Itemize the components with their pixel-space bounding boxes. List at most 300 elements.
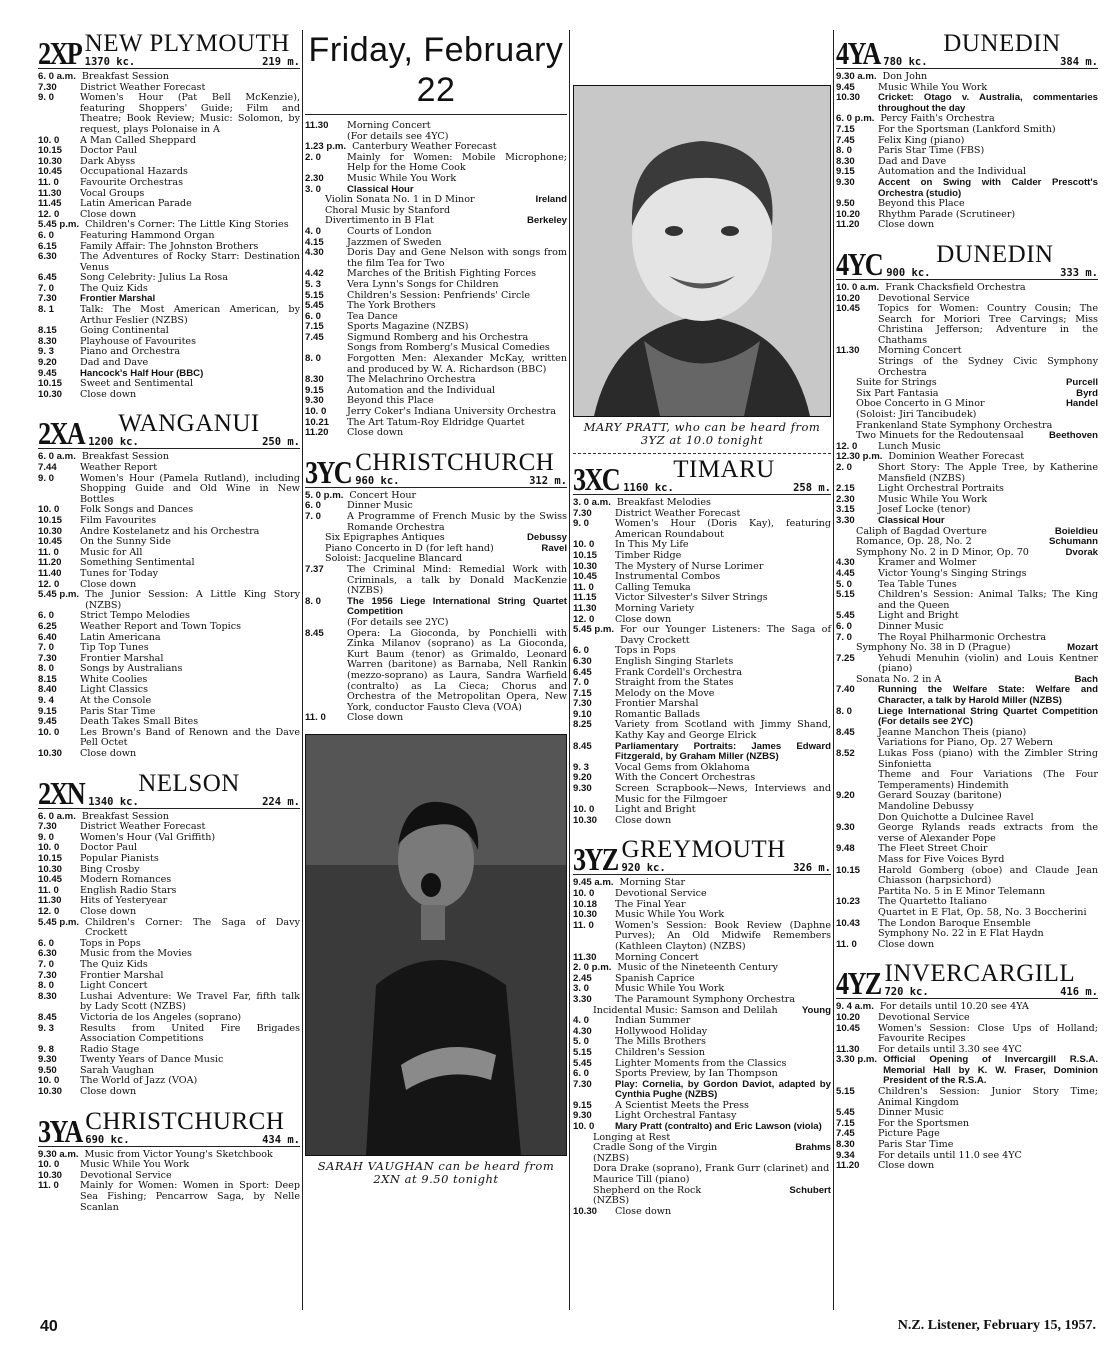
program-time: 10. 0 xyxy=(38,842,60,854)
program-list-4yc-mid xyxy=(836,442,1098,527)
wavelength: 250 m. xyxy=(262,436,300,449)
frequency: 1370 kc. xyxy=(84,56,136,68)
work-title: (NZBS) xyxy=(593,1195,630,1207)
program-title: Close down xyxy=(615,613,672,625)
program-entry xyxy=(305,153,567,174)
program-title: Devotional Service xyxy=(878,292,970,304)
program-title: Devotional Service xyxy=(615,888,707,899)
program-title: George Rylands reads extracts from the verse of Alexander Pope xyxy=(878,822,1098,844)
program-title: Beyond this Place xyxy=(347,395,434,407)
work-title: Suite for Strings xyxy=(856,377,937,389)
program-title: Dad and Dave xyxy=(80,357,149,369)
program-list-3yc-after xyxy=(305,565,567,724)
program-entry xyxy=(38,93,300,135)
program-title: Breakfast Session xyxy=(81,71,169,82)
program-time: 8. 0 xyxy=(305,353,322,365)
composer: Mozart xyxy=(1067,642,1098,654)
program-time: 5. 0 xyxy=(573,1036,590,1048)
program-entry xyxy=(38,72,300,83)
program-title: The Royal Philharmonic Orchestra xyxy=(878,631,1047,643)
program-entry xyxy=(836,178,1098,199)
program-time: 4. 0 xyxy=(573,1015,590,1027)
program-title: Jerry Coker's Indiana University Orchestra xyxy=(347,406,556,418)
program-title: For the Sportsman (Lankford Smith) xyxy=(878,123,1056,135)
program-time: 11.30 xyxy=(836,345,860,357)
program-time: 9.15 xyxy=(573,1099,592,1111)
program-time: 11.20 xyxy=(836,1160,860,1172)
frequency: 1340 kc. xyxy=(88,795,139,808)
program-title: Children's Session: Junior Story Time; Animal Kingdom xyxy=(878,1086,1098,1108)
program-time: 7.30 xyxy=(573,698,592,710)
program-entry xyxy=(305,354,567,375)
program-time: 7. 0 xyxy=(38,958,55,970)
program-time: 5. 0 xyxy=(836,578,853,590)
work-title: Cradle Song of the Virgin xyxy=(593,1142,718,1154)
program-entry xyxy=(38,178,300,189)
program-title: Mainly for Women: Mobile Microphone; Help for the Home Cook xyxy=(347,151,567,174)
program-entry xyxy=(573,995,831,1006)
program-time: 10.30 xyxy=(38,1086,63,1098)
program-list-3xc xyxy=(573,498,831,826)
program-title: Lushai Adventure: We Travel Far, fifth talk by Lady Scott (NZBS) xyxy=(80,990,300,1013)
program-time: 5.45 p.m. xyxy=(38,219,80,231)
program-entry xyxy=(573,816,831,827)
city-name: GREYMOUTH xyxy=(621,836,786,864)
program-time: 10. 0 xyxy=(38,726,60,738)
work-entry xyxy=(573,1006,831,1017)
program-time: 10.30 xyxy=(38,748,63,760)
program-title: The Mystery of Nurse Lorimer xyxy=(615,560,764,572)
program-title: Hancock's Half Hour (BBC) xyxy=(80,367,204,379)
wavelength: 258 m. xyxy=(793,482,831,494)
program-time: 6. 0 xyxy=(836,620,853,632)
work-title: Frankenland State Symphony Orchestra xyxy=(856,419,1053,431)
work-title: Longing at Rest xyxy=(593,1131,671,1143)
program-time: 10.43 xyxy=(836,917,861,929)
program-title: Music While You Work xyxy=(878,81,988,93)
program-title: Picture Page xyxy=(878,1128,940,1140)
program-entry xyxy=(38,643,300,654)
program-title: Instrumental Combos xyxy=(615,571,721,583)
program-title: The Quartetto Italiano xyxy=(878,896,987,908)
program-time: 9.30 a.m. xyxy=(38,1148,79,1160)
program-entry xyxy=(38,949,300,960)
page-number: 40 xyxy=(40,1318,58,1335)
work-title: (Soloist: Jiri Tancibudek) xyxy=(856,409,977,421)
program-time: 8.30 xyxy=(305,374,324,386)
program-title: Strings of the Sydney Civic Symphony Orchestra xyxy=(878,356,1098,378)
program-title: Folk Songs and Dances xyxy=(80,504,194,516)
program-time: 11.30 xyxy=(38,187,62,199)
program-time: 12.30 p.m. xyxy=(836,451,883,463)
program-time xyxy=(836,357,878,378)
program-title: Paris Star Time xyxy=(878,1139,954,1151)
program-title: Light Concert xyxy=(80,980,148,992)
column-1 xyxy=(38,30,300,1213)
composer: Byrd xyxy=(1076,387,1098,399)
program-time: 6. 0 xyxy=(38,610,55,622)
program-title: Automation and the Individual xyxy=(347,384,496,396)
program-list-3yz-after xyxy=(573,1016,831,1133)
program-time: 12. 0 xyxy=(38,208,60,220)
program-title: Kramer and Wolmer xyxy=(878,557,977,569)
program-entry xyxy=(836,654,1098,675)
program-title: Calling Temuka xyxy=(615,581,691,593)
program-time: 9.45 xyxy=(38,716,57,728)
program-title: Songs by Australians xyxy=(80,663,183,675)
program-title: At the Console xyxy=(80,695,152,707)
program-entry xyxy=(836,1055,1098,1087)
program-time: 11. 0 xyxy=(38,546,59,558)
program-entry xyxy=(573,1207,831,1218)
program-time: 7. 0 xyxy=(305,511,322,522)
call-sign: 4YA xyxy=(836,35,880,71)
program-title: Something Sentimental xyxy=(80,557,195,569)
program-entry xyxy=(573,540,831,551)
program-time: 9. 0 xyxy=(38,831,55,843)
program-time: 6. 0 xyxy=(305,310,322,322)
program-title: Playhouse of Favourites xyxy=(80,335,197,347)
program-entry xyxy=(305,629,567,714)
work-entry xyxy=(573,1196,831,1207)
program-entry xyxy=(836,125,1098,136)
program-time: 6.45 xyxy=(38,272,57,284)
city-name: NEW PLYMOUTH xyxy=(84,30,290,57)
program-entry xyxy=(305,291,567,302)
program-entry xyxy=(38,199,300,210)
work-title: Violin Sonata No. 1 in D Minor xyxy=(325,194,475,206)
program-title: Cricket: Otago v. Australia, commentaries throughout the day xyxy=(878,92,1098,114)
program-entry xyxy=(38,347,300,358)
program-time: 9. 4 xyxy=(38,695,55,707)
program-time: 10.45 xyxy=(38,874,63,886)
program-time: 2.45 xyxy=(573,972,592,984)
program-title: Play: Cornelia, by Gordon Daviot, adapted by Cynthia Pughe (NZBS) xyxy=(615,1078,831,1101)
program-entry xyxy=(305,301,567,312)
program-title: Occupational Hazards xyxy=(80,166,188,178)
program-entry xyxy=(38,675,300,686)
program-entry xyxy=(836,1151,1098,1162)
program-time: 10.23 xyxy=(836,896,861,908)
program-time: 3.30 xyxy=(836,514,855,526)
program-entry xyxy=(836,93,1098,114)
program-time: 8. 0 xyxy=(836,705,853,717)
program-time: 2.30 xyxy=(305,172,324,184)
program-time: 7.37 xyxy=(305,563,324,575)
program-title: Close down xyxy=(80,1086,137,1098)
program-title: Morning Variety xyxy=(615,602,695,614)
program-entry xyxy=(305,512,567,533)
program-title: Close down xyxy=(80,388,137,400)
program-list-2xa xyxy=(38,452,300,759)
program-title: Tip Top Tunes xyxy=(80,642,149,654)
portrait-illustration xyxy=(574,86,830,416)
program-time: 4. 0 xyxy=(305,225,322,237)
program-time: 8. 1 xyxy=(38,304,55,316)
program-time: 11. 0 xyxy=(38,884,59,896)
program-entry xyxy=(305,174,567,185)
program-time: 11.30 xyxy=(305,120,329,131)
program-title: Devotional Service xyxy=(878,1011,970,1023)
program-entry xyxy=(38,284,300,295)
program-entry xyxy=(38,590,300,611)
program-time: 8.45 xyxy=(305,627,324,639)
program-time xyxy=(836,802,878,813)
program-entry xyxy=(38,231,300,242)
program-time: 9.30 a.m. xyxy=(836,71,877,82)
program-title: For details until 3.30 see 4YC xyxy=(878,1043,1022,1055)
work-title: Two Minuets for the Redoutensaal xyxy=(856,430,1024,442)
program-title: Music of the Nineteenth Century xyxy=(617,962,778,974)
program-title: Automation and the Individual xyxy=(878,166,1027,178)
program-time: 11.20 xyxy=(305,427,329,439)
program-title: Classical Hour xyxy=(347,183,414,195)
program-time: 6. 0 xyxy=(573,645,590,657)
program-title: Film Favourites xyxy=(80,514,157,526)
program-entry xyxy=(38,305,300,326)
call-sign: 4YZ xyxy=(836,965,881,1002)
program-time: 7.45 xyxy=(836,134,855,146)
program-title: Morning Concert xyxy=(347,120,431,131)
program-time: 3. 0 xyxy=(305,183,322,195)
program-time: 9. 8 xyxy=(38,1043,55,1055)
program-title: Children's Session: Animal Talks; The King and the Queen xyxy=(878,589,1098,611)
program-entry xyxy=(305,618,567,629)
program-time: 10.45 xyxy=(573,571,598,583)
program-title: Official Opening of Invercargill R.S.A. Memorial Hall by K. W. Fraser, Dominion President of the R.S.A. xyxy=(883,1054,1098,1087)
call-sign: 2XA xyxy=(38,415,85,452)
program-time: 10.20 xyxy=(836,292,861,304)
program-time: 8.15 xyxy=(38,673,57,685)
program-entry xyxy=(573,805,831,816)
program-title: Sarah Vaughan xyxy=(80,1064,154,1076)
call-sign: 4YC xyxy=(836,245,883,282)
program-entry xyxy=(38,537,300,548)
program-time: 9.45 xyxy=(836,81,855,93)
program-entry xyxy=(305,418,567,429)
program-title: Mass for Five Voices Byrd xyxy=(878,853,1005,865)
program-time: 8.45 xyxy=(38,1011,57,1023)
program-time: 10.15 xyxy=(836,864,861,876)
program-title: Children's Session: Penfriends' Circle xyxy=(347,289,531,301)
program-title: Tops in Pops xyxy=(615,645,676,657)
program-entry xyxy=(573,519,831,540)
station-header-4yc xyxy=(836,240,1098,282)
program-title: Courts of London xyxy=(347,225,432,237)
program-entry xyxy=(305,597,567,618)
program-time: 7.30 xyxy=(38,293,57,305)
program-title: For the Sportsmen xyxy=(878,1117,970,1129)
program-time: 9. 3 xyxy=(38,1022,55,1034)
program-time: 10.30 xyxy=(38,388,63,400)
frequency: 1200 kc. xyxy=(88,436,139,449)
program-title: Symphony No. 22 in E Flat Haydn xyxy=(878,928,1044,940)
program-title: Close down xyxy=(615,814,672,826)
program-entry xyxy=(573,784,831,805)
station-header-4yz xyxy=(836,960,1098,1002)
program-title: Sports Preview, by Ian Thompson xyxy=(615,1068,778,1080)
program-time: 10. 0 xyxy=(573,804,595,816)
wavelength: 312 m. xyxy=(529,474,567,487)
program-time: 5.15 xyxy=(305,289,324,301)
program-title: A Programme of French Music by the Swiss Romande Orchestra xyxy=(347,511,567,533)
program-entry xyxy=(573,551,831,562)
wavelength: 326 m. xyxy=(793,862,831,875)
composer: Purcell xyxy=(1066,377,1098,389)
program-title: Going Continental xyxy=(80,325,169,337)
station-header-2xa xyxy=(38,410,300,452)
program-time: 10.30 xyxy=(38,155,63,167)
program-entry xyxy=(573,889,831,900)
city-name: NELSON xyxy=(138,769,240,797)
program-title: Parliamentary Portraits: James Edward Fitzgerald, by Graham Miller (NZBS) xyxy=(615,740,831,763)
program-title: Sweet and Sentimental xyxy=(80,378,194,390)
station-header-3xc xyxy=(573,458,831,495)
program-time: 6.25 xyxy=(38,620,57,632)
program-time: 10. 0 xyxy=(573,888,595,899)
program-title: Breakfast Session xyxy=(81,451,169,463)
program-title: The York Brothers xyxy=(347,300,436,312)
program-time: 7.45 xyxy=(836,1128,855,1140)
program-title: Frank Cordell's Orchestra xyxy=(615,666,743,678)
program-title: Opera: La Gioconda, by Ponchielli with Zinka Milanov (soprano) as La Gioconda, Kurt Baum (tenor) as Grimaldo, Leonard Warren (baritone) as Barnaba, Nell Rankin (mezzo-soprano) as Laura, Sandra Warfield (contralto) as La Cieca; Chorus and Orchestra of the Metropolitan Opera, New York, conductor Fausto Cleva (VOA) xyxy=(347,627,567,713)
call-sign: 2XP xyxy=(38,35,82,71)
column-2 xyxy=(305,30,567,1192)
wavelength: 416 m. xyxy=(1060,986,1098,999)
program-time: 2. 0 xyxy=(836,462,853,473)
program-title: Yehudi Menuhin (violin) and Louis Kentner (piano) xyxy=(878,652,1098,675)
program-entry xyxy=(836,146,1098,157)
program-time: 9.20 xyxy=(38,357,57,369)
program-time: 9. 0 xyxy=(38,92,55,104)
program-entry xyxy=(836,283,1098,294)
program-time: 6.40 xyxy=(38,631,57,643)
program-title: Percy Faith's Orchestra xyxy=(880,113,995,125)
program-time: 10.30 xyxy=(573,560,598,572)
program-title: Paris Star Time xyxy=(80,705,156,717)
program-entry xyxy=(836,802,1098,813)
program-list-2xn xyxy=(38,812,300,1098)
call-sign: 3YZ xyxy=(573,841,618,878)
program-time: 5.45 xyxy=(305,300,324,312)
program-time: 2. 0 p.m. xyxy=(573,962,612,974)
program-title: Melody on the Move xyxy=(615,687,715,699)
program-entry xyxy=(38,1013,300,1024)
program-entry xyxy=(573,1048,831,1059)
program-entry xyxy=(836,855,1098,866)
work-title: Divertimento in B Flat xyxy=(325,215,434,227)
program-entry xyxy=(305,227,567,238)
frequency: 900 kc. xyxy=(886,266,931,279)
program-time: 10.20 xyxy=(836,1011,861,1023)
program-time: 4.15 xyxy=(305,236,324,248)
program-title: Song Celebrity: Julius La Rosa xyxy=(80,272,228,284)
work-title: Romance, Op. 28, No. 2 xyxy=(856,536,972,548)
wavelength: 333 m. xyxy=(1060,266,1098,279)
program-list-4ya xyxy=(836,72,1098,231)
composer: Dvorak xyxy=(1065,546,1098,558)
program-time: 10.45 xyxy=(38,536,63,548)
program-time: 10.30 xyxy=(38,525,63,537)
program-title: Children's Corner: The Little King Stories xyxy=(85,219,289,231)
program-title: Close down xyxy=(878,938,935,950)
program-entry xyxy=(38,379,300,390)
wavelength: 434 m. xyxy=(262,1133,300,1146)
program-entry xyxy=(836,622,1098,633)
program-entry xyxy=(573,921,831,953)
program-time: 6. 0 a.m. xyxy=(38,71,76,82)
program-entry xyxy=(305,121,567,132)
program-entry xyxy=(836,210,1098,221)
program-entry xyxy=(38,252,300,273)
program-time: 10.15 xyxy=(38,378,63,390)
work-entry xyxy=(573,1164,831,1185)
program-title: Harold Gomberg (oboe) and Claude Jean Chiasson (harpsichord) xyxy=(878,864,1098,887)
program-time: 1.23 p.m. xyxy=(305,141,347,153)
program-title: Lunch Music xyxy=(878,440,941,452)
program-title: Rhythm Parade (Scrutineer) xyxy=(878,208,1016,220)
program-time: 6.30 xyxy=(38,948,57,960)
program-title: District Weather Forecast xyxy=(80,81,206,93)
program-time: 7.25 xyxy=(836,652,855,664)
program-time: 5.15 xyxy=(836,589,855,601)
page-title: Friday, February 22 xyxy=(305,30,567,115)
program-time: 8.30 xyxy=(836,1139,855,1151)
program-title: Family Affair: The Johnston Brothers xyxy=(80,240,259,252)
program-title: Strict Tempo Melodies xyxy=(80,610,190,622)
program-entry xyxy=(38,685,300,696)
program-time: 4.45 xyxy=(836,567,855,579)
program-time: 10. 0 xyxy=(573,539,595,551)
program-entry xyxy=(38,136,300,147)
program-title: Women's Session: Close Ups of Holland; Favourite Recipes xyxy=(878,1022,1098,1045)
program-entry xyxy=(38,1024,300,1045)
program-title: Variations for Piano, Op. 27 Webern xyxy=(878,737,1053,749)
program-title: Music While You Work xyxy=(878,493,988,505)
program-title: Hollywood Holiday xyxy=(615,1025,708,1037)
program-entry xyxy=(38,633,300,644)
program-title: Running the Welfare State: Welfare and Character, a talk by Harold Miller (NZBS) xyxy=(878,684,1098,707)
program-title: Josef Locke (tenor) xyxy=(878,504,971,516)
program-title: Doris Day and Gene Nelson with songs from the film Tea for Two xyxy=(347,247,567,269)
program-entry xyxy=(38,960,300,971)
work-title: Incidental Music: Samson and Delilah xyxy=(593,1004,778,1016)
program-title: Talk: The Most American American, by Arthur Feslier (NZBS) xyxy=(80,304,300,326)
program-time: 9.45 a.m. xyxy=(573,877,614,889)
program-entry xyxy=(836,685,1098,706)
program-entry xyxy=(38,896,300,907)
program-entry xyxy=(573,699,831,710)
program-time: 9.20 xyxy=(836,790,855,802)
column-4 xyxy=(836,30,1098,1172)
program-title: Dark Abyss xyxy=(80,155,136,167)
program-title: A Scientist Meets the Press xyxy=(615,1099,749,1111)
program-time: 10.15 xyxy=(38,145,63,157)
program-title: Women's Hour (Doris Kay), featuring American Roundabout xyxy=(615,518,831,540)
program-title: Vocal Gems from Oklahoma xyxy=(615,761,750,773)
program-title: Mainly for Women: Women in Sport: Deep Sea Fishing; Pencarrow Saga, by Nelle Scanlan xyxy=(80,1180,300,1213)
program-time: 8.45 xyxy=(573,740,592,752)
program-title: Les Brown's Band of Renown and the Dave Pell Octet xyxy=(80,726,300,749)
program-entry xyxy=(573,625,831,646)
program-title: Tops in Pops xyxy=(80,937,141,949)
program-entry xyxy=(305,248,567,269)
composer: Berkeley xyxy=(526,215,567,227)
program-title: Concert Hour xyxy=(349,489,417,501)
program-entry xyxy=(38,728,300,749)
program-title: Frontier Marshal xyxy=(615,698,699,710)
program-title: Light and Bright xyxy=(878,610,959,622)
